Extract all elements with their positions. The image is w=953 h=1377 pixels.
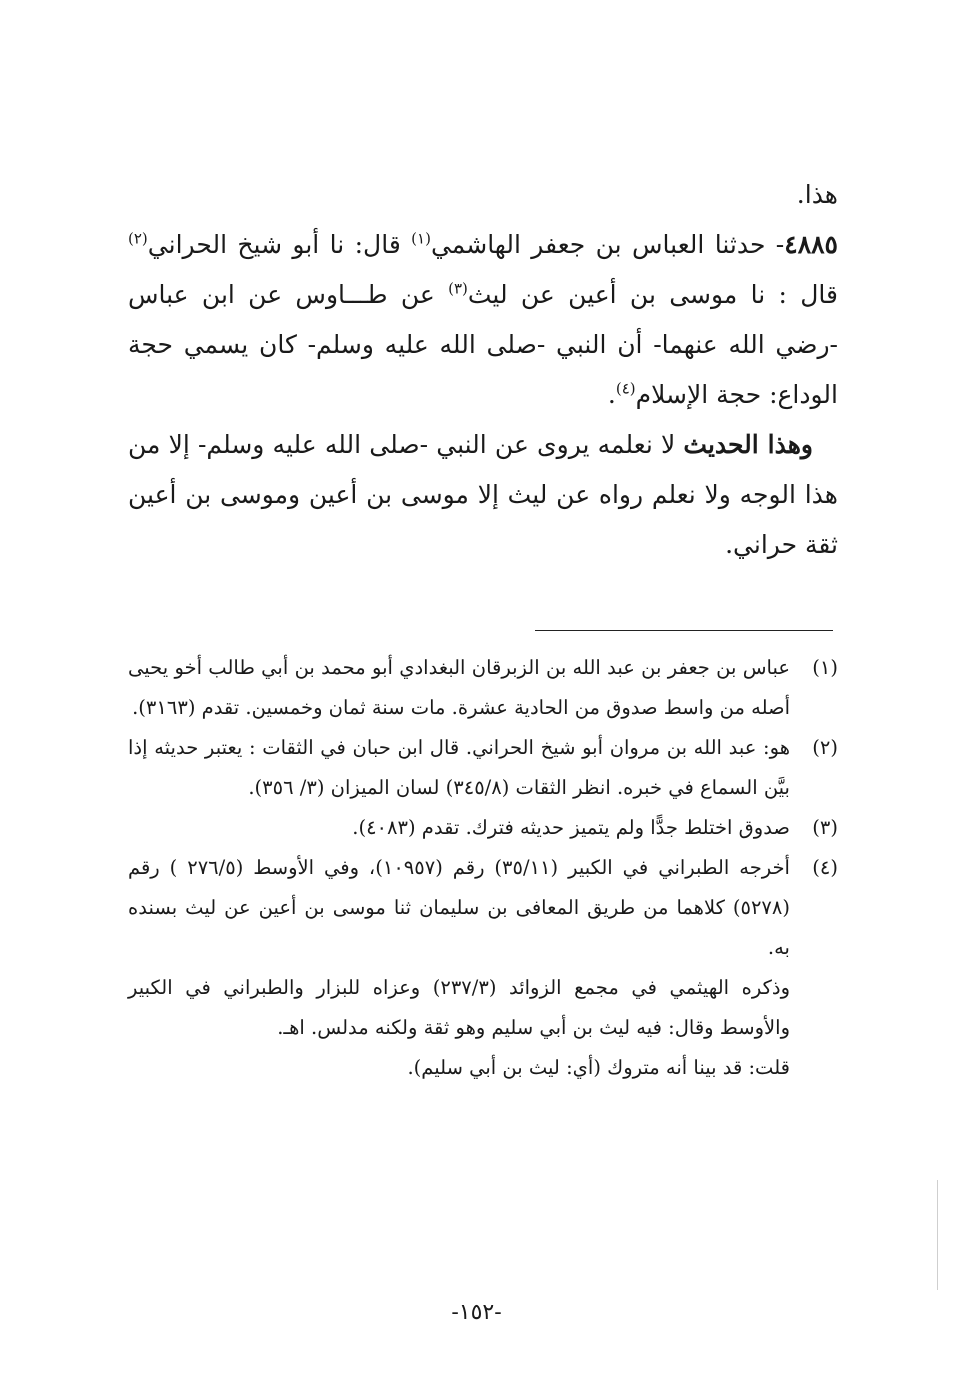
footnotes [128,648,838,1088]
hadith-number: ٤٨٨٥ [784,230,838,259]
commentary-lead: وهذا الحديث [683,430,813,459]
footnote-ref-4: (٤) [615,379,636,398]
footnote-ref-1: (١) [411,229,431,248]
footnote-number: (٤) [812,856,838,879]
commentary-paragraph [128,420,838,570]
hadith-text-1: - حدثنا العباس بن جعفر الهاشمي [430,230,785,259]
footnote-number: (١) [812,656,838,679]
main-text [128,170,838,570]
commentary-text: لا نعلمه يروى عن النبي -صلى الله عليه وسلم- إلا من هذا الوجه ولا نعلم رواه عن ليث إلا موسى بن أعين وموسى بن أعين ثقة حراني. [128,430,838,559]
footnote-text: هو: عبد الله بن مروان أبو شيخ الحراني. قال ابن حبان في الثقات : يعتبر حديثه إذا بيَّن السماع في خبره. انظر الثقات (٣٤٥/٨) لسان الميزان (٣/ ٣٥٦). [128,736,790,799]
footnote-1 [128,648,838,728]
intro-line [128,170,838,220]
hadith-text-2: قال: نا أبو شيخ الحراني [147,230,412,259]
footnote-number: (٣) [812,816,838,839]
hadith-text-4: عن طـــاوس عن ابن عباس -رضي الله عنهما- أن النبي -صلى الله عليه وسلم- كان يسمي حجة الوداع: حجة الإسلام [128,280,838,409]
footnote-ref-2: (٢) [128,229,148,248]
footnote-text: عباس بن جعفر بن عبد الله بن الزبرقان البغدادي أبو محمد بن أبي طالب أخو يحيى أصله من واسط صدوق من الحادية عشرة. مات سنة ثمان وخمسين. تقدم (٣١٦٣). [128,656,790,719]
footnote-4 [128,848,838,968]
footnote-separator [535,630,833,631]
footnote-ref-3: (٣) [448,279,468,298]
footnote-number: (٢) [812,736,838,759]
hadith-text-3: قال : نا موسى بن أعين عن ليث [467,280,838,309]
footnote-comment-1: وذكره الهيثمي في مجمع الزوائد (٢٣٧/٣) وعزاه للبزار والطبراني في الكبير والأوسط وقال: فيه ليث بن أبي سليم وهو ثقة ولكنه مدلس. اهـ. [128,976,790,1039]
page-number: -١٥٢- [451,1300,502,1325]
hadith-text-end: . [607,380,616,409]
intro-text: هذا. [796,180,838,209]
scan-edge-line [937,1180,938,1290]
footnote-text: أخرجه الطبراني في الكبير (٣٥/١١) رقم (١٠٩٥٧)، وفي الأوسط (٢٧٦/٥ ) رقم (٥٢٧٨) كلاهما من طريق المعافى بن سليمان ثنا موسى بن أعين عن ليث بسنده به. [128,856,790,959]
footnote-comment-2: قلت: قد بينا أنه متروك (أي: ليث بن أبي سليم). [407,1056,790,1079]
footnote-text: صدوق اختلط جدًّا ولم يتميز حديثه فترك. تقدم (٤٠٨٣). [352,816,790,839]
hadith-paragraph [128,220,838,420]
footnote-2 [128,728,838,808]
footnote-3 [128,808,838,848]
